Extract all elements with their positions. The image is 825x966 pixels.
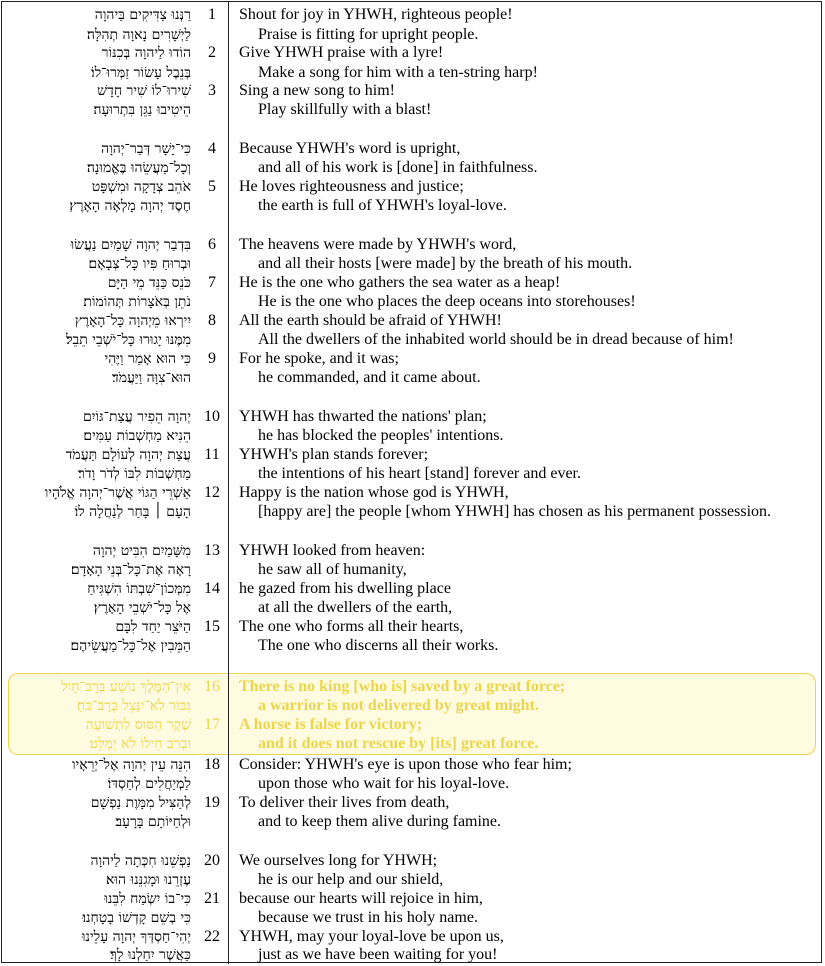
- english-line: Shout for joy in YHWH, righteous people!: [239, 6, 513, 23]
- english-line: To deliver their lives from death,: [239, 794, 450, 811]
- verse-line: [2, 812, 823, 832]
- hebrew-line: מִמְּכוֹן־שִׁבְתּוֹ הִשְׁגִּיחַ: [87, 581, 191, 597]
- english-line: just as we have been waiting for you!: [258, 946, 498, 963]
- hebrew-line: כִּי הוּא אָמַר וַיֶּהִי: [104, 351, 191, 367]
- verse-line: [2, 273, 823, 293]
- english-line: and it does not rescue by [its] great force.: [258, 735, 539, 752]
- verse-number: 8: [208, 312, 216, 329]
- verse-number: 5: [208, 178, 216, 195]
- verse-line: [2, 235, 823, 255]
- hebrew-line: בְּנֵבֶל עָשׂוֹר זַמְּרוּ־לוֹ׃: [91, 65, 191, 81]
- verse-number: 11: [204, 446, 220, 463]
- hebrew-line: וּבְרוּחַ פִּיו כָּל־צְבָאָם׃: [88, 256, 191, 272]
- verse-number: 14: [204, 580, 220, 597]
- english-line: YHWH's plan stands forever;: [239, 446, 429, 463]
- hebrew-line: וּבְרֹב חֵילוֹ לֹא יְמַלֵּט׃: [89, 736, 191, 752]
- english-line: All the earth should be afraid of YHWH!: [239, 312, 502, 329]
- english-line: he commanded, and it came about.: [258, 369, 481, 386]
- english-line: There is no king [who is] saved by a great force;: [239, 678, 566, 695]
- psalm-table: [1, 1, 822, 963]
- hebrew-line: לַיְשָׁרִים נָאוָה תְהִלָּה׃: [86, 27, 191, 43]
- verse-line: [2, 464, 823, 484]
- verse-line: [2, 617, 823, 637]
- verse-number: 17: [204, 716, 220, 733]
- verse-line: [2, 407, 823, 427]
- english-line: He loves righteousness and justice;: [239, 178, 464, 195]
- english-line: he saw all of humanity,: [258, 561, 407, 578]
- hebrew-line: רַנְּנוּ צַדִּיקִים בַּיהוָה: [94, 7, 191, 23]
- english-line: For he spoke, and it was;: [239, 350, 399, 367]
- hebrew-line: יְהִי־חַסְדְּךָ יְהוָה עָלֵינוּ: [81, 929, 191, 945]
- english-line: upon those who wait for his loyal-love.: [258, 775, 510, 792]
- verse-number: 7: [208, 274, 216, 291]
- english-line: at all the dwellers of the earth,: [258, 599, 453, 616]
- verse-line: [2, 5, 823, 25]
- verse-line: [2, 541, 823, 561]
- verse-number: 16: [204, 678, 220, 695]
- hebrew-line: הֵיטִיבוּ נַגֵּן בִּתְרוּעָה׃: [93, 102, 191, 118]
- hebrew-line: כֹּנֵס כַּנֵּד מֵי הַיָּם: [107, 275, 191, 291]
- english-line: We ourselves long for YHWH;: [239, 852, 438, 869]
- verse-line: [2, 908, 823, 928]
- verse-number: 10: [204, 408, 220, 425]
- english-line: The one who discerns all their works.: [258, 637, 499, 654]
- hebrew-line: לְהַצִּיל מִמָּוֶת נַפְשָׁם: [90, 795, 191, 811]
- hebrew-line: הֵנִיא מַחְשְׁבוֹת עַמִּים׃: [83, 428, 191, 444]
- verse-line: [2, 734, 823, 754]
- verse-number: 1: [208, 6, 216, 23]
- hebrew-line: כִּי־בוֹ יִשְׂמַח לִבֵּנוּ: [104, 891, 191, 907]
- english-line: All the dwellers of the inhabited world should be in dread because of him!: [258, 331, 734, 348]
- verse-line: [2, 755, 823, 775]
- english-line: He is the one who gathers the sea water as a heap!: [239, 274, 561, 291]
- hebrew-line: רָאָה אֶת־כָּל־בְּנֵי הָאָדָם׃: [70, 562, 191, 578]
- english-line: [happy are] the people [whom YHWH] has chosen as his permanent possession.: [258, 503, 772, 520]
- verse-line: [2, 63, 823, 83]
- english-line: YHWH looked from heaven:: [239, 542, 426, 559]
- hebrew-line: כִּי־יָשָׁר דְּבַר־יְהוָה: [101, 141, 191, 157]
- hebrew-line: מִשָּׁמַיִם הִבִּיט יְהוָה: [92, 543, 191, 559]
- hebrew-line: הִנֵּה עֵין יְהוָה אֶל־יְרֵאָיו: [71, 757, 191, 773]
- verse-line: [2, 945, 823, 965]
- verse-number: 21: [204, 890, 220, 907]
- english-line: he gazed from his dwelling place: [239, 580, 451, 597]
- hebrew-line: בִּדְבַר יְהוָה שָׁמַיִם נַעֲשׂוּ: [70, 237, 191, 253]
- verse-line: [2, 330, 823, 350]
- english-line: the earth is full of YHWH's loyal-love.: [258, 197, 507, 214]
- english-line: and all their hosts [were made] by the breath of his mouth.: [258, 255, 633, 272]
- verse-line: [2, 677, 823, 697]
- hebrew-line: נֹתֵן בְּאֹצָרוֹת תְּהוֹמוֹת׃: [83, 294, 191, 310]
- verse-line: [2, 43, 823, 63]
- english-line: The heavens were made by YHWH's word,: [239, 236, 517, 253]
- english-line: YHWH has thwarted the nations' plan;: [239, 408, 487, 425]
- english-line: and all of his work is [done] in faithfulness.: [258, 159, 538, 176]
- verse-number: 13: [204, 542, 220, 559]
- english-line: a warrior is not delivered by great might.: [258, 697, 539, 714]
- hebrew-line: וּלְחַיּוֹתָם בָּרָעָב׃: [115, 814, 191, 830]
- hebrew-line: שֶׁקֶר הַסּוּס לִתְשׁוּעָה: [85, 717, 191, 733]
- verse-line: [2, 560, 823, 580]
- verse-line: [2, 196, 823, 216]
- hebrew-line: גִּבּוֹר לֹא־יִנָּצֵל בְּרָב־כֹּחַ׃: [76, 698, 191, 714]
- verse-line: [2, 25, 823, 45]
- english-line: Play skillfully with a blast!: [258, 101, 432, 118]
- english-line: Happy is the nation whose god is YHWH,: [239, 484, 509, 501]
- hebrew-line: הַיֹּצֵר יַחַד לִבָּם: [115, 619, 191, 635]
- hebrew-line: כִּי בְשֵׁם קָדְשׁוֹ בָטָחְנוּ׃: [82, 910, 191, 926]
- hebrew-line: אַשְׁרֵי הַגּוֹי אֲשֶׁר־יְהוָה אֱלֹהָיו: [44, 485, 191, 501]
- verse-line: [2, 774, 823, 794]
- verse-line: [2, 715, 823, 735]
- hebrew-line: אֶל כָּל־יֹשְׁבֵי הָאָרֶץ׃: [93, 600, 191, 616]
- hebrew-line: עֶזְרֵנוּ וּמָגִנֵּנוּ הוּא׃: [106, 872, 191, 888]
- verse-number: 2: [208, 44, 216, 61]
- english-line: Give YHWH praise with a lyre!: [239, 44, 444, 61]
- verse-line: [2, 254, 823, 274]
- verse-line: [2, 851, 823, 871]
- hebrew-line: הוּא־צִוָּה וַיַּעֲמֹד׃: [111, 370, 191, 386]
- verse-line: [2, 292, 823, 312]
- verse-line: [2, 311, 823, 331]
- verse-number: 20: [204, 852, 220, 869]
- verse-line: [2, 598, 823, 618]
- verse-line: [2, 177, 823, 197]
- english-line: He is the one who places the deep oceans into storehouses!: [258, 293, 636, 310]
- verse-line: [2, 100, 823, 120]
- verse-line: [2, 81, 823, 101]
- hebrew-line: עֲצַת יְהוָה לְעוֹלָם תַּעֲמֹד: [65, 447, 191, 463]
- english-line: he has blocked the peoples' intentions.: [258, 427, 504, 444]
- hebrew-line: לַמְיַחֲלִים לְחַסְדּוֹ׃: [107, 776, 191, 792]
- english-line: The one who forms all their hearts,: [239, 618, 464, 635]
- verse-line: [2, 793, 823, 813]
- verse-number: 19: [204, 794, 220, 811]
- verse-line: [2, 426, 823, 446]
- verse-number: 15: [204, 618, 220, 635]
- verse-line: [2, 927, 823, 947]
- verse-line: [2, 889, 823, 909]
- verse-line: [2, 158, 823, 178]
- verse-line: [2, 349, 823, 369]
- verse-number: 22: [204, 928, 220, 945]
- english-line: and to keep them alive during famine.: [258, 813, 502, 830]
- verse-line: [2, 870, 823, 890]
- english-line: because we trust in his holy name.: [258, 909, 478, 926]
- hebrew-line: כַּאֲשֶׁר יִחַלְנוּ לָךְ׃: [110, 947, 191, 963]
- verse-line: [2, 139, 823, 159]
- verse-line: [2, 445, 823, 465]
- hebrew-line: נַפְשֵׁנוּ חִכְּתָה לַיהוָה: [90, 853, 191, 869]
- hebrew-line: שִׁירוּ־לוֹ שִׁיר חָדָשׁ: [97, 83, 191, 99]
- english-line: Praise is fitting for upright people.: [258, 26, 479, 43]
- english-line: because our hearts will rejoice in him,: [239, 890, 483, 907]
- verse-number: 12: [204, 484, 220, 501]
- english-line: he is our help and our shield,: [258, 871, 444, 888]
- hebrew-line: יְהוָה הֵפִיר עֲצַת־גּוֹיִם: [83, 409, 191, 425]
- verse-line: [2, 502, 823, 522]
- hebrew-line: הָעָם ׀ בָּחַר לְנַחֲלָה לוֹ׃: [74, 504, 191, 520]
- verse-number: 3: [208, 82, 216, 99]
- english-line: Because YHWH's word is upright,: [239, 140, 461, 157]
- english-line: the intentions of his heart [stand] forever and ever.: [258, 465, 581, 482]
- hebrew-line: מִמֶּנּוּ יָגוּרוּ כָּל־יֹשְׁבֵי תֵבֵל׃: [65, 332, 191, 348]
- hebrew-line: אֵין־הַמֶּלֶךְ נוֹשָׁע בְּרָב־חָיִל: [61, 679, 191, 695]
- verse-line: [2, 483, 823, 503]
- verse-line: [2, 579, 823, 599]
- verse-line: [2, 636, 823, 656]
- verse-number: 9: [208, 350, 216, 367]
- hebrew-line: אֹהֵב צְדָקָה וּמִשְׁפָּט: [91, 179, 191, 195]
- verse-number: 6: [208, 236, 216, 253]
- english-line: YHWH, may your loyal-love be upon us,: [239, 928, 504, 945]
- hebrew-line: וְכָל־מַעֲשֵׂהוּ בֶּאֱמוּנָה׃: [86, 160, 191, 176]
- verse-line: [2, 696, 823, 716]
- hebrew-line: הַמֵּבִין אֶל־כָּל־מַעֲשֵׂיהֶם׃: [70, 638, 191, 654]
- english-line: Make a song for him with a ten-string harp!: [258, 64, 538, 81]
- verse-number: 18: [204, 756, 220, 773]
- verse-number: 4: [208, 140, 216, 157]
- english-line: A horse is false for victory;: [239, 716, 423, 733]
- hebrew-line: מַחְשְׁבוֹת לִבּוֹ לְדֹר וָדֹר׃: [78, 466, 191, 482]
- english-line: Sing a new song to him!: [239, 82, 395, 99]
- verse-line: [2, 368, 823, 388]
- hebrew-line: חֶסֶד יְהוָה מָלְאָה הָאָרֶץ׃: [69, 198, 191, 214]
- hebrew-line: יִירְאוּ מֵיְהוָה כָּל־הָאָרֶץ: [74, 313, 191, 329]
- english-line: Consider: YHWH's eye is upon those who fear him;: [239, 756, 572, 773]
- hebrew-line: הוֹדוּ לַיהוָה בְּכִנּוֹר: [101, 45, 191, 61]
